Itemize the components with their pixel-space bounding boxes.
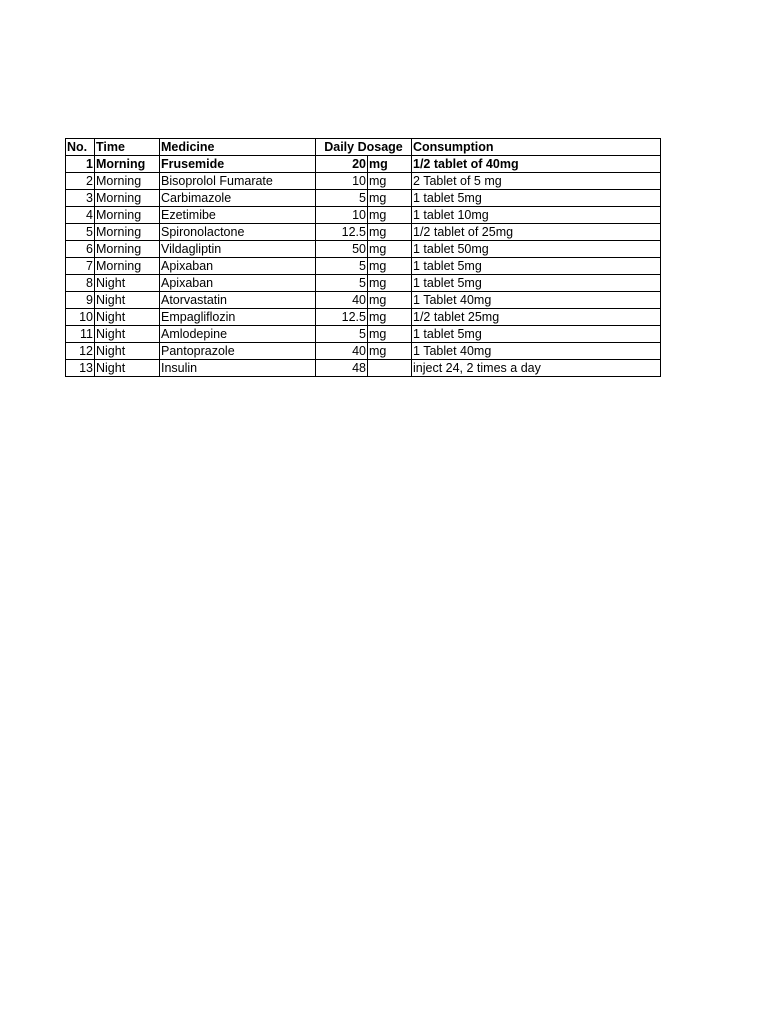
cell-consumption: 1 Tablet 40mg [412,343,661,360]
cell-dose: 40 [316,343,368,360]
cell-time: Night [95,343,160,360]
table-row [66,292,661,309]
cell-no: 4 [66,207,95,224]
cell-no: 8 [66,275,95,292]
cell-unit: mg [368,275,412,292]
cell-medicine: Vildagliptin [160,241,316,258]
cell-consumption: 2 Tablet of 5 mg [412,173,661,190]
cell-dose: 48 [316,360,368,377]
table-row [66,275,661,292]
cell-unit: mg [368,224,412,241]
cell-consumption: 1 tablet 10mg [412,207,661,224]
cell-medicine: Empagliflozin [160,309,316,326]
cell-medicine: Amlodepine [160,326,316,343]
cell-unit: mg [368,343,412,360]
cell-time: Night [95,326,160,343]
cell-time: Morning [95,258,160,275]
cell-no: 7 [66,258,95,275]
cell-no: 10 [66,309,95,326]
cell-consumption: 1 tablet 5mg [412,190,661,207]
cell-medicine: Pantoprazole [160,343,316,360]
header-consumption: Consumption [412,139,661,156]
table-row [66,343,661,360]
cell-consumption: 1 Tablet 40mg [412,292,661,309]
table-row [66,326,661,343]
cell-no: 1 [66,156,95,173]
cell-dose: 50 [316,241,368,258]
cell-no: 6 [66,241,95,258]
cell-dose: 5 [316,326,368,343]
cell-unit: mg [368,156,412,173]
cell-dose: 10 [316,207,368,224]
table-row [66,156,661,173]
cell-time: Night [95,309,160,326]
cell-medicine: Insulin [160,360,316,377]
table-body [66,156,661,377]
cell-time: Morning [95,241,160,258]
table-row [66,190,661,207]
cell-unit: mg [368,292,412,309]
cell-medicine: Atorvastatin [160,292,316,309]
cell-no: 11 [66,326,95,343]
cell-no: 9 [66,292,95,309]
cell-medicine: Bisoprolol Fumarate [160,173,316,190]
table-row [66,241,661,258]
cell-medicine: Carbimazole [160,190,316,207]
cell-consumption: inject 24, 2 times a day [412,360,661,377]
table-row [66,309,661,326]
cell-medicine: Apixaban [160,275,316,292]
cell-dose: 12.5 [316,224,368,241]
cell-time: Morning [95,156,160,173]
header-row [66,139,661,156]
header-time: Time [95,139,160,156]
table-row [66,207,661,224]
cell-unit: mg [368,258,412,275]
header-daily-dosage: Daily Dosage [316,139,412,156]
cell-medicine: Frusemide [160,156,316,173]
table-row [66,360,661,377]
cell-no: 3 [66,190,95,207]
cell-dose: 5 [316,190,368,207]
cell-unit: mg [368,241,412,258]
cell-dose: 40 [316,292,368,309]
cell-medicine: Ezetimibe [160,207,316,224]
cell-no: 13 [66,360,95,377]
cell-unit: mg [368,190,412,207]
cell-consumption: 1/2 tablet of 25mg [412,224,661,241]
cell-time: Night [95,360,160,377]
cell-dose: 20 [316,156,368,173]
cell-dose: 10 [316,173,368,190]
cell-time: Night [95,275,160,292]
cell-no: 5 [66,224,95,241]
cell-unit: mg [368,326,412,343]
cell-time: Morning [95,173,160,190]
cell-medicine: Apixaban [160,258,316,275]
cell-dose: 12.5 [316,309,368,326]
table-row [66,173,661,190]
cell-consumption: 1 tablet 5mg [412,258,661,275]
cell-consumption: 1 tablet 50mg [412,241,661,258]
header-medicine: Medicine [160,139,316,156]
cell-unit: mg [368,309,412,326]
cell-unit: mg [368,207,412,224]
cell-consumption: 1/2 tablet 25mg [412,309,661,326]
cell-time: Morning [95,224,160,241]
cell-medicine: Spironolactone [160,224,316,241]
cell-dose: 5 [316,258,368,275]
cell-consumption: 1/2 tablet of 40mg [412,156,661,173]
cell-unit [368,360,412,377]
cell-time: Night [95,292,160,309]
cell-no: 2 [66,173,95,190]
cell-time: Morning [95,207,160,224]
table-row [66,224,661,241]
cell-dose: 5 [316,275,368,292]
cell-consumption: 1 tablet 5mg [412,275,661,292]
cell-no: 12 [66,343,95,360]
cell-unit: mg [368,173,412,190]
cell-time: Morning [95,190,160,207]
header-no: No. [66,139,95,156]
medication-table [65,138,661,377]
table-row [66,258,661,275]
cell-consumption: 1 tablet 5mg [412,326,661,343]
